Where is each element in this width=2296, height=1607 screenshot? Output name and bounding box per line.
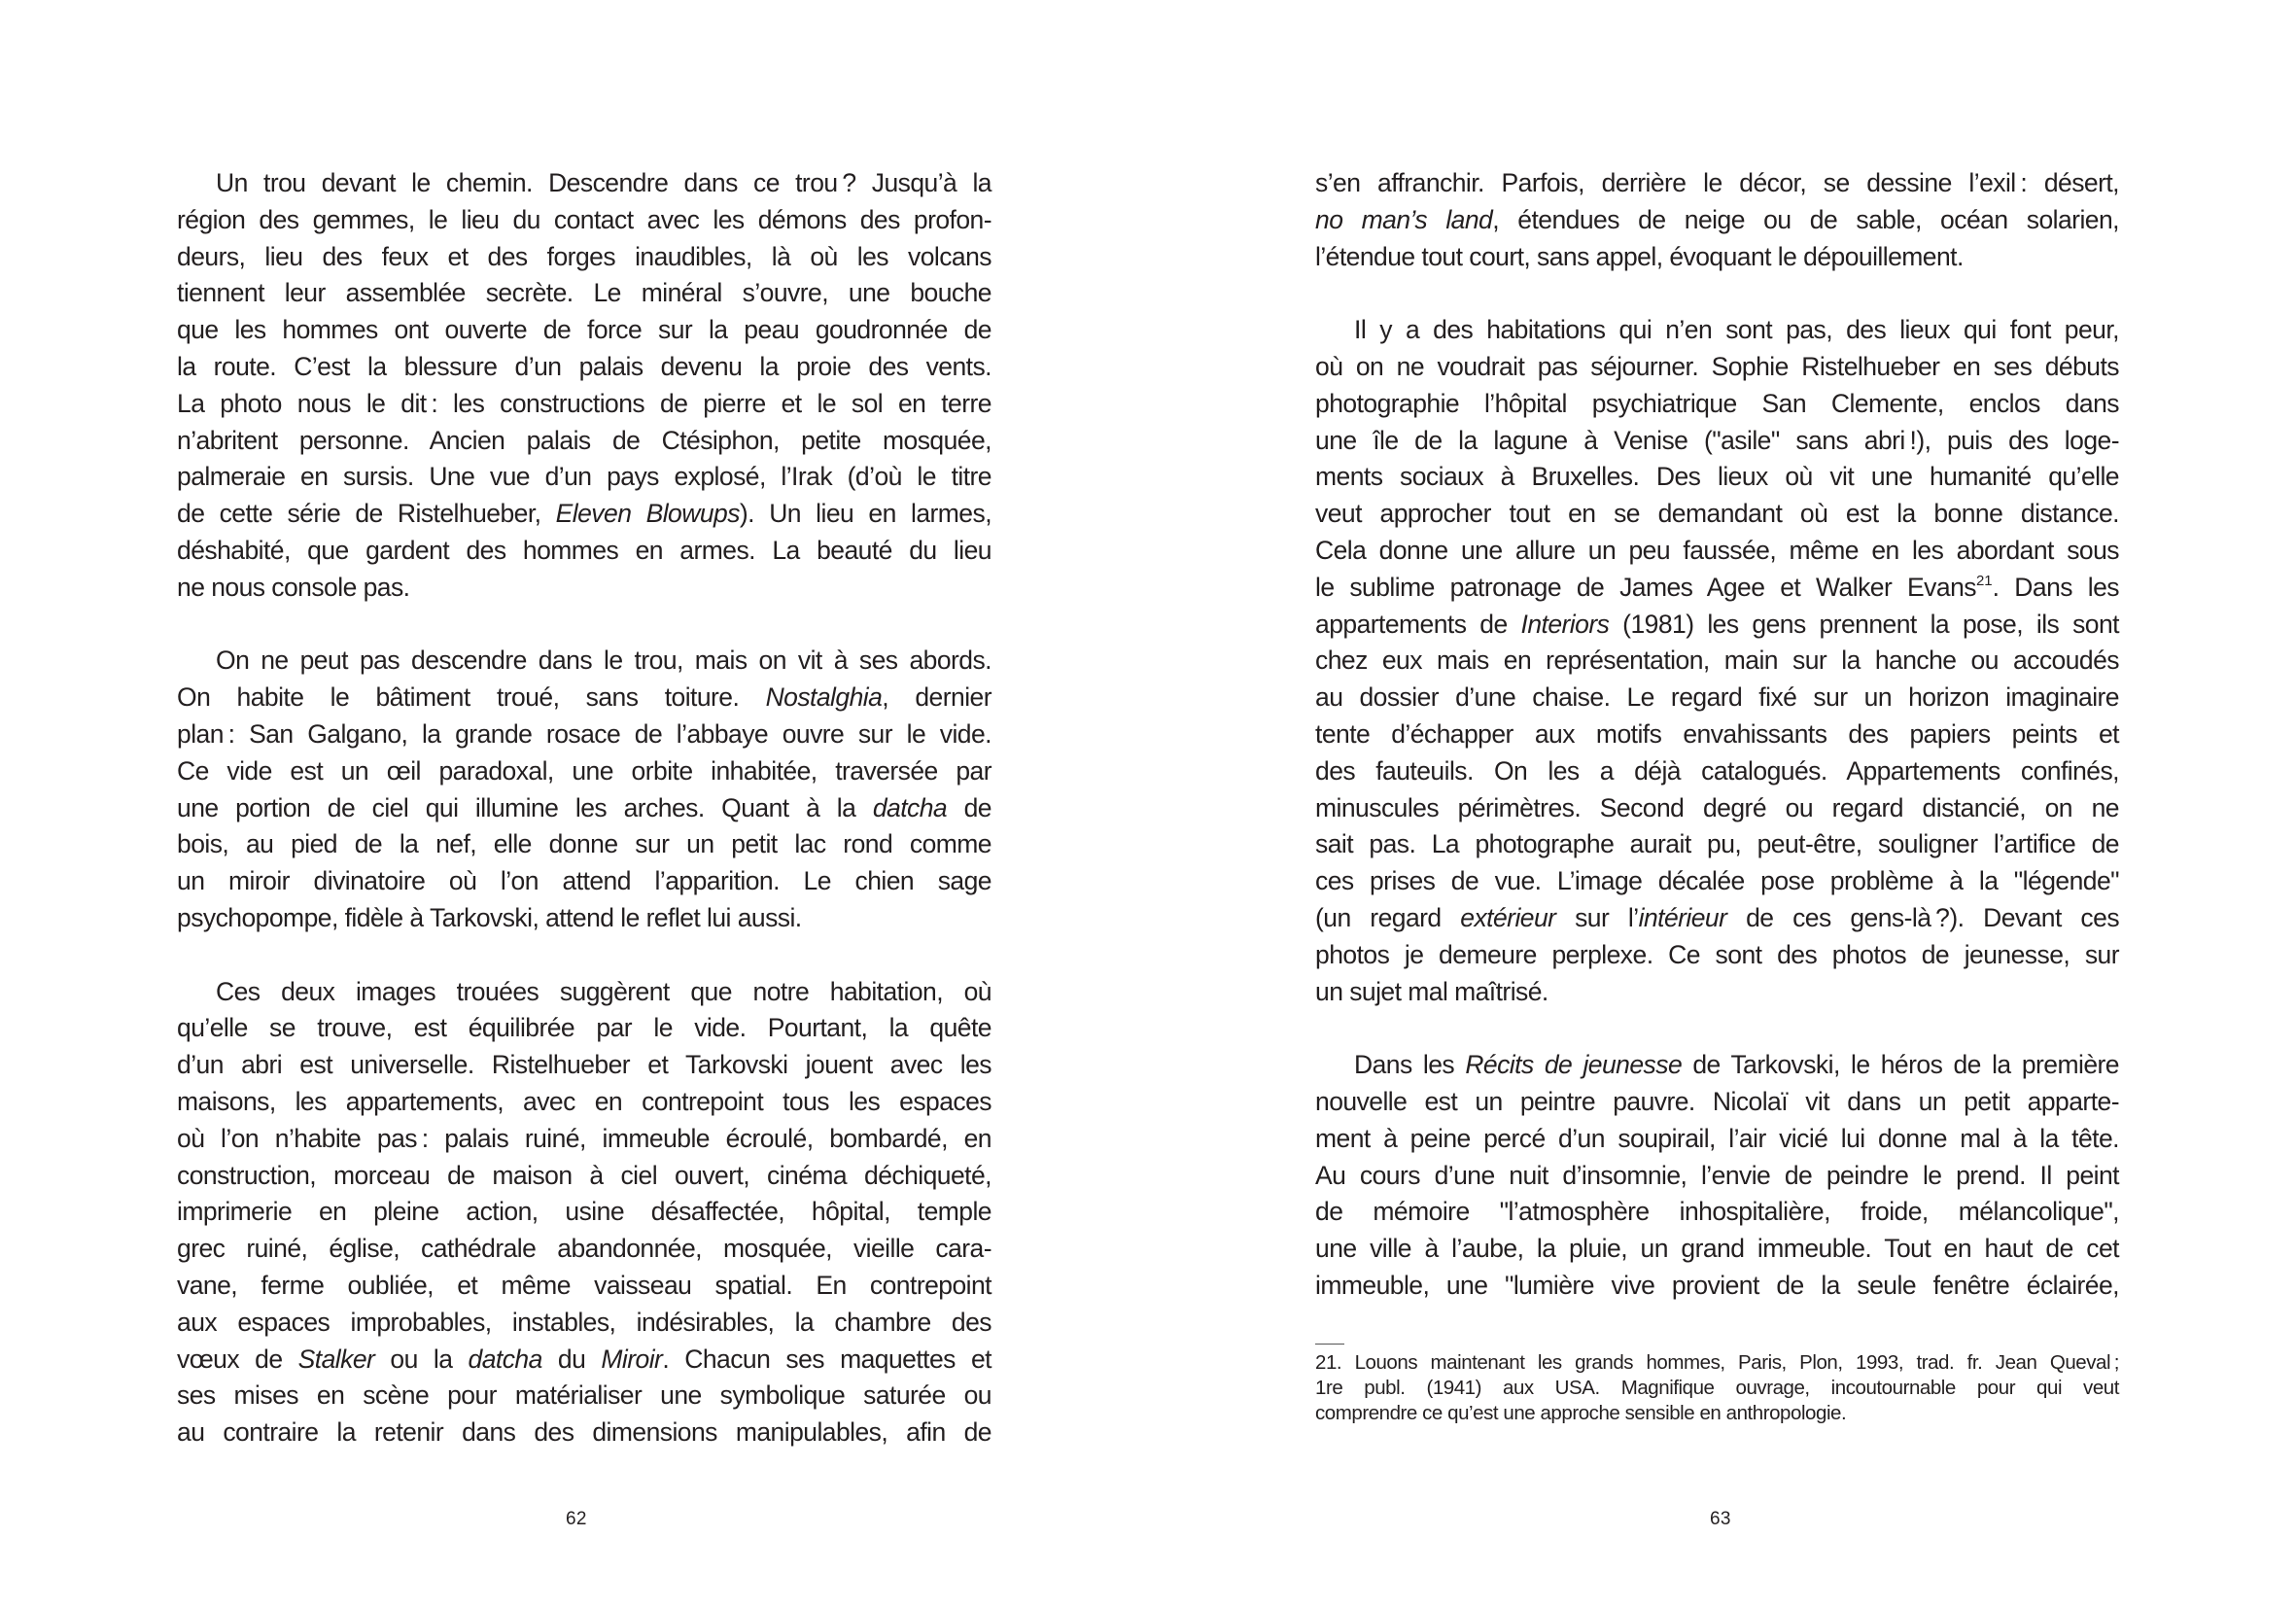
paragraph bbox=[1315, 1047, 2119, 1305]
text-line: Cela donne une allure un peu faussée, même en les abordant sous bbox=[1315, 535, 2119, 565]
footnote-body bbox=[1315, 1350, 2119, 1426]
text-line: La photo nous le dit : les constructions de pierre et le sol en terre bbox=[177, 388, 991, 418]
text-line: appartements de Interiors (1981) les gens prennent la pose, ils sont bbox=[1315, 609, 2119, 639]
text-line: une île de la lagune à Venise ("asile" sans abri !), puis des loge- bbox=[1315, 425, 2119, 455]
footnote-line: 1re publ. (1941) aux USA. Magnifique ouvrage, incoutournable pour qui veut bbox=[1315, 1377, 2119, 1399]
text-line: deurs, lieu des feux et des forges inaudibles, là où les volcans bbox=[177, 241, 991, 271]
text-line: région des gemmes, le lieu du contact avec les démons des profon- bbox=[177, 204, 991, 234]
text-line: bois, au pied de la nef, elle donne sur un petit lac rond comme bbox=[177, 829, 991, 859]
text-line: (un regard extérieur sur l’intérieur de ces gens-là ?). Devant ces bbox=[1315, 902, 2120, 932]
text-line: no man’s land, étendues de neige ou de sable, océan solarien, bbox=[1315, 204, 2119, 234]
text-line: palmeraie en sursis. Une vue d’un pays explosé, l’Irak (d’où le titre bbox=[177, 462, 991, 492]
italic-text: Nostalghia bbox=[765, 682, 883, 713]
text-line: Ces deux images trouées suggèrent que notre habitation, où bbox=[216, 976, 991, 1006]
text-line: ments sociaux à Bruxelles. Des lieux où vit une humanité qu’elle bbox=[1315, 462, 2119, 492]
text-line: que les hommes ont ouverte de force sur la peau goudronnée de bbox=[177, 315, 991, 345]
italic-text: datcha bbox=[872, 792, 948, 822]
text-line: aux espaces improbables, instables, indésirables, la chambre des bbox=[177, 1307, 991, 1337]
text-line: ne nous console pas. bbox=[177, 572, 410, 602]
text-line: vœux de Stalker ou la datcha du Miroir. Chacun ses maquettes et bbox=[177, 1344, 991, 1374]
text-line: de mémoire "l’atmosphère inhospitalière, froide, mélancolique", bbox=[1315, 1197, 2119, 1227]
italic-text: Eleven Blowups bbox=[555, 499, 740, 529]
footnote-line: comprendre ce qu’est une approche sensible en anthropologie. bbox=[1315, 1402, 1847, 1424]
text-line: n’abritent personne. Ancien palais de Ctésiphon, petite mosquée, bbox=[177, 425, 991, 455]
text-line: photographie l’hôpital psychiatrique San Clemente, enclos dans bbox=[1315, 388, 2119, 418]
text-line: immeuble, une "lumière vive provient de la seule fenêtre éclairée, bbox=[1315, 1270, 2119, 1300]
italic-text: intérieur bbox=[1638, 902, 1727, 932]
text-line: minuscules périmètres. Second degré ou regard distancié, on ne bbox=[1315, 792, 2119, 822]
text-line: au contraire la retenir dans des dimensions manipulables, afin de bbox=[177, 1417, 991, 1448]
paragraph bbox=[177, 165, 991, 607]
text-line: veut approcher tout en se demandant où est la bonne distance. bbox=[1315, 499, 2119, 529]
text-line: un miroir divinatoire où l’on attend l’apparition. Le chien sage bbox=[177, 866, 991, 896]
right-page-body bbox=[1315, 165, 2119, 1342]
footnote-reference[interactable]: 21 bbox=[1975, 572, 1993, 589]
text-line: psychopompe, fidèle à Tarkovski, attend le reflet lui aussi. bbox=[177, 902, 802, 932]
text-line: la route. C’est la blessure d’un palais devenu la proie des vents. bbox=[177, 351, 991, 381]
text-line: déshabité, que gardent des hommes en armes. La beauté du lieu bbox=[177, 535, 991, 565]
paragraph bbox=[1315, 165, 2119, 275]
italic-text: Miroir bbox=[601, 1344, 663, 1374]
text-line: un sujet mal maîtrisé. bbox=[1315, 976, 1548, 1006]
text-line: grec ruiné, église, cathédrale abandonnée, mosquée, vieille cara- bbox=[177, 1234, 991, 1264]
paragraph bbox=[177, 974, 991, 1451]
text-line: chez eux mais en représentation, main sur la hanche ou accoudés bbox=[1315, 646, 2119, 676]
text-line: l’étendue tout court, sans appel, évoquant le dépouillement. bbox=[1315, 241, 1964, 271]
italic-text: extérieur bbox=[1460, 902, 1556, 932]
text-line: vane, ferme oubliée, et même vaisseau spatial. En contrepoint bbox=[177, 1270, 991, 1300]
text-line: construction, morceau de maison à ciel ouvert, cinéma déchiqueté, bbox=[177, 1160, 991, 1190]
text-line: ment à peine percé d’un soupirail, l’air vicié lui donne mal à la tête. bbox=[1315, 1123, 2119, 1153]
left-page-body bbox=[177, 165, 991, 1488]
text-line: d’un abri est universelle. Ristelhueber et Tarkovski jouent avec les bbox=[177, 1050, 991, 1080]
footnote-rule bbox=[1315, 1344, 1344, 1345]
text-line: tente d’échapper aux motifs envahissants des papiers peints et bbox=[1315, 718, 2119, 749]
italic-text: Stalker bbox=[297, 1344, 375, 1374]
text-line: nouvelle est un peintre pauvre. Nicolaï vit dans un petit apparte- bbox=[1315, 1086, 2119, 1116]
text-line: Il y a des habitations qui n’en sont pas, des lieux qui font peur, bbox=[1354, 315, 2119, 345]
footnote-line: 21. Louons maintenant les grands hommes, Paris, Plon, 1993, trad. fr. Jean Queval ; bbox=[1315, 1351, 2119, 1374]
right-page bbox=[1148, 0, 2296, 1607]
text-line: s’en affranchir. Parfois, derrière le décor, se dessine l’exil : désert, bbox=[1315, 168, 2119, 197]
text-line: ses mises en scène pour matérialiser une symbolique saturée ou bbox=[177, 1380, 991, 1411]
footnotes bbox=[1315, 1344, 2119, 1426]
text-line: photos je demeure perplexe. Ce sont des photos de jeunesse, sur bbox=[1315, 939, 2119, 969]
text-line: de cette série de Ristelhueber, Eleven Blowups). Un lieu en larmes, bbox=[177, 499, 992, 529]
text-line: une portion de ciel qui illumine les arches. Quant à la datcha de bbox=[177, 792, 991, 822]
text-line: Dans les Récits de jeunesse de Tarkovski, le héros de la première bbox=[1354, 1050, 2119, 1080]
italic-text: datcha bbox=[468, 1344, 542, 1374]
text-line: ces prises de vue. L’image décalée pose problème à la "légende" bbox=[1315, 866, 2119, 896]
text-line: maisons, les appartements, avec en contrepoint tous les espaces bbox=[177, 1086, 991, 1116]
text-line: plan : San Galgano, la grande rosace de l’abbaye ouvre sur le vide. bbox=[177, 718, 991, 749]
italic-text: Récits de jeunesse bbox=[1465, 1050, 1683, 1080]
text-line: des fauteuils. On les a déjà catalogués. Appartements confinés, bbox=[1315, 755, 2119, 786]
text-line: qu’elle se trouve, est équilibrée par le vide. Pourtant, la quête bbox=[177, 1013, 991, 1043]
text-line: sait pas. La photographe aurait pu, peut-être, souligner l’artifice de bbox=[1315, 829, 2119, 859]
text-line: le sublime patronage de James Agee et Walker Evans$^{21}$. Dans les bbox=[1315, 572, 2120, 602]
italic-text: no man’s land bbox=[1315, 204, 1493, 234]
text-line: Ce vide est un œil paradoxal, une orbite inhabitée, traversée par bbox=[177, 755, 991, 786]
page-number-right: 63 bbox=[1710, 1509, 1731, 1529]
text-line: au dossier d’une chaise. Le regard fixé sur un horizon imaginaire bbox=[1315, 682, 2119, 713]
text-line: On ne peut pas descendre dans le trou, mais on vit à ses abords. bbox=[216, 646, 991, 676]
text-line: où on ne voudrait pas séjourner. Sophie Ristelhueber en ses débuts bbox=[1315, 351, 2119, 381]
text-line: où l’on n’habite pas : palais ruiné, immeuble écroulé, bombardé, en bbox=[177, 1123, 991, 1153]
paragraph bbox=[177, 643, 991, 936]
italic-text: Interiors bbox=[1520, 609, 1610, 639]
text-line: Un trou devant le chemin. Descendre dans ce trou ? Jusqu’à la bbox=[216, 168, 991, 197]
text-line: une ville à l’aube, la pluie, un grand immeuble. Tout en haut de cet bbox=[1315, 1234, 2119, 1264]
paragraph bbox=[1315, 312, 2119, 1010]
text-line: On habite le bâtiment troué, sans toiture. Nostalghia, dernier bbox=[177, 682, 992, 713]
text-line: Au cours d’une nuit d’insomnie, l’envie de peindre le prend. Il peint bbox=[1315, 1160, 2119, 1190]
page-number-left: 62 bbox=[566, 1509, 587, 1529]
text-line: tiennent leur assemblée secrète. Le minéral s’ouvre, une bouche bbox=[177, 278, 991, 308]
text-line: imprimerie en pleine action, usine désaffectée, hôpital, temple bbox=[177, 1197, 991, 1227]
italic-text: Louons maintenant les grands hommes bbox=[1354, 1351, 1721, 1374]
